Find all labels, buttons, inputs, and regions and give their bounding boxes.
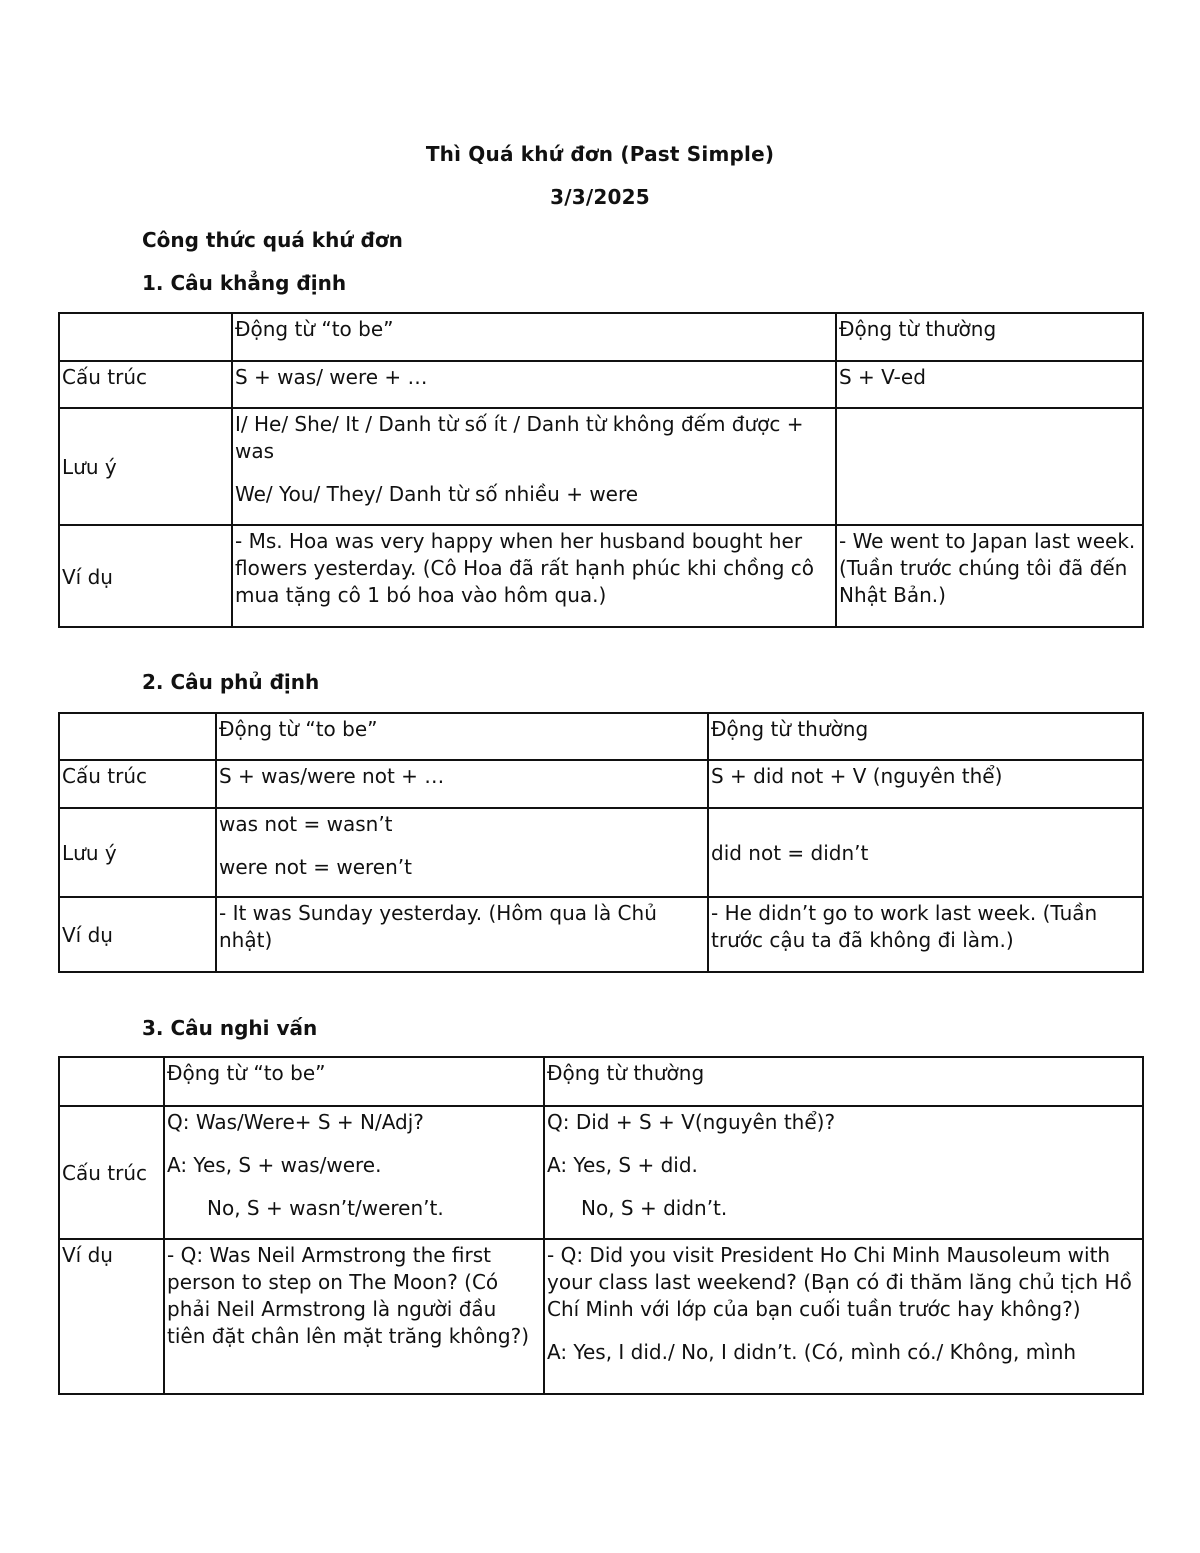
table-row [59, 1106, 1143, 1239]
header-empty-cell [59, 313, 232, 361]
header-to-be: Động từ “to be” [232, 313, 836, 361]
structure-regular: Q: Did + S + V(nguyên thể)? A: Yes, S + did. No, S + didn’t. [544, 1106, 1143, 1239]
header-empty-cell [59, 713, 216, 760]
header-to-be: Động từ “to be” [216, 713, 708, 760]
document-date: 3/3/2025 [550, 185, 650, 209]
header-to-be: Động từ “to be” [164, 1057, 544, 1106]
table-row [59, 760, 1143, 808]
affirmative-heading: 1. Câu khẳng định [142, 271, 347, 295]
example-regular: - Q: Did you visit President Ho Chi Minh Mausoleum with your class last weekend? (Bạn có đi thăm lăng chủ tịch Hồ Chí Minh với lớp của bạn cuối tuần trước hay không?) A: Yes, I did./ No, I didn’t. (Có, mình có./ Không, mình [544, 1239, 1143, 1394]
example-to-be: - It was Sunday yesterday. (Hôm qua là Chủ nhật) [216, 897, 708, 972]
negative-heading: 2. Câu phủ định [142, 670, 320, 694]
table-row [59, 1239, 1143, 1394]
row-label-structure: Cấu trúc [59, 361, 232, 408]
note-to-be: I/ He/ She/ It / Danh từ số ít / Danh từ không đếm được + was We/ You/ They/ Danh từ số nhiều + were [232, 408, 836, 525]
interrogative-heading: 3. Câu nghi vấn [142, 1016, 318, 1040]
structure-regular: S + did not + V (nguyên thể) [708, 760, 1143, 808]
negative-table [58, 712, 1144, 973]
row-label-structure: Cấu trúc [59, 1106, 164, 1239]
table-row [59, 361, 1143, 408]
row-label-example: Ví dụ [59, 897, 216, 972]
table-row [59, 525, 1143, 627]
row-label-note: Lưu ý [59, 408, 232, 525]
structure-to-be: Q: Was/Were+ S + N/Adj? A: Yes, S + was/were. No, S + wasn’t/weren’t. [164, 1106, 544, 1239]
structure-to-be: S + was/were not + … [216, 760, 708, 808]
header-regular-verb: Động từ thường [708, 713, 1143, 760]
row-label-note: Lưu ý [59, 808, 216, 897]
table-row [59, 408, 1143, 525]
table-row [59, 897, 1143, 972]
example-to-be: - Ms. Hoa was very happy when her husband bought her flowers yesterday. (Cô Hoa đã rất hạnh phúc khi chồng cô mua tặng cô 1 bó hoa vào hôm qua.) [232, 525, 836, 627]
table-header-row [59, 313, 1143, 361]
table-header-row [59, 1057, 1143, 1106]
note-to-be: was not = wasn’t were not = weren’t [216, 808, 708, 897]
note-regular: did not = didn’t [708, 808, 1143, 897]
affirmative-table [58, 312, 1144, 628]
row-label-example: Ví dụ [59, 525, 232, 627]
header-empty-cell [59, 1057, 164, 1106]
example-regular: - We went to Japan last week. (Tuần trước chúng tôi đã đến Nhật Bản.) [836, 525, 1143, 627]
table-row [59, 808, 1143, 897]
example-regular: - He didn’t go to work last week. (Tuần trước cậu ta đã không đi làm.) [708, 897, 1143, 972]
row-label-structure: Cấu trúc [59, 760, 216, 808]
row-label-example: Ví dụ [59, 1239, 164, 1394]
example-to-be: - Q: Was Neil Armstrong the first person to step on The Moon? (Có phải Neil Armstrong là người đầu tiên đặt chân lên mặt trăng không?) [164, 1239, 544, 1394]
header-regular-verb: Động từ thường [544, 1057, 1143, 1106]
table-header-row [59, 713, 1143, 760]
note-regular [836, 408, 1143, 525]
header-regular-verb: Động từ thường [836, 313, 1143, 361]
section-heading: Công thức quá khứ đơn [142, 228, 403, 252]
structure-regular: S + V-ed [836, 361, 1143, 408]
interrogative-table [58, 1056, 1144, 1395]
structure-to-be: S + was/ were + … [232, 361, 836, 408]
document-title: Thì Quá khứ đơn (Past Simple) [425, 142, 775, 166]
